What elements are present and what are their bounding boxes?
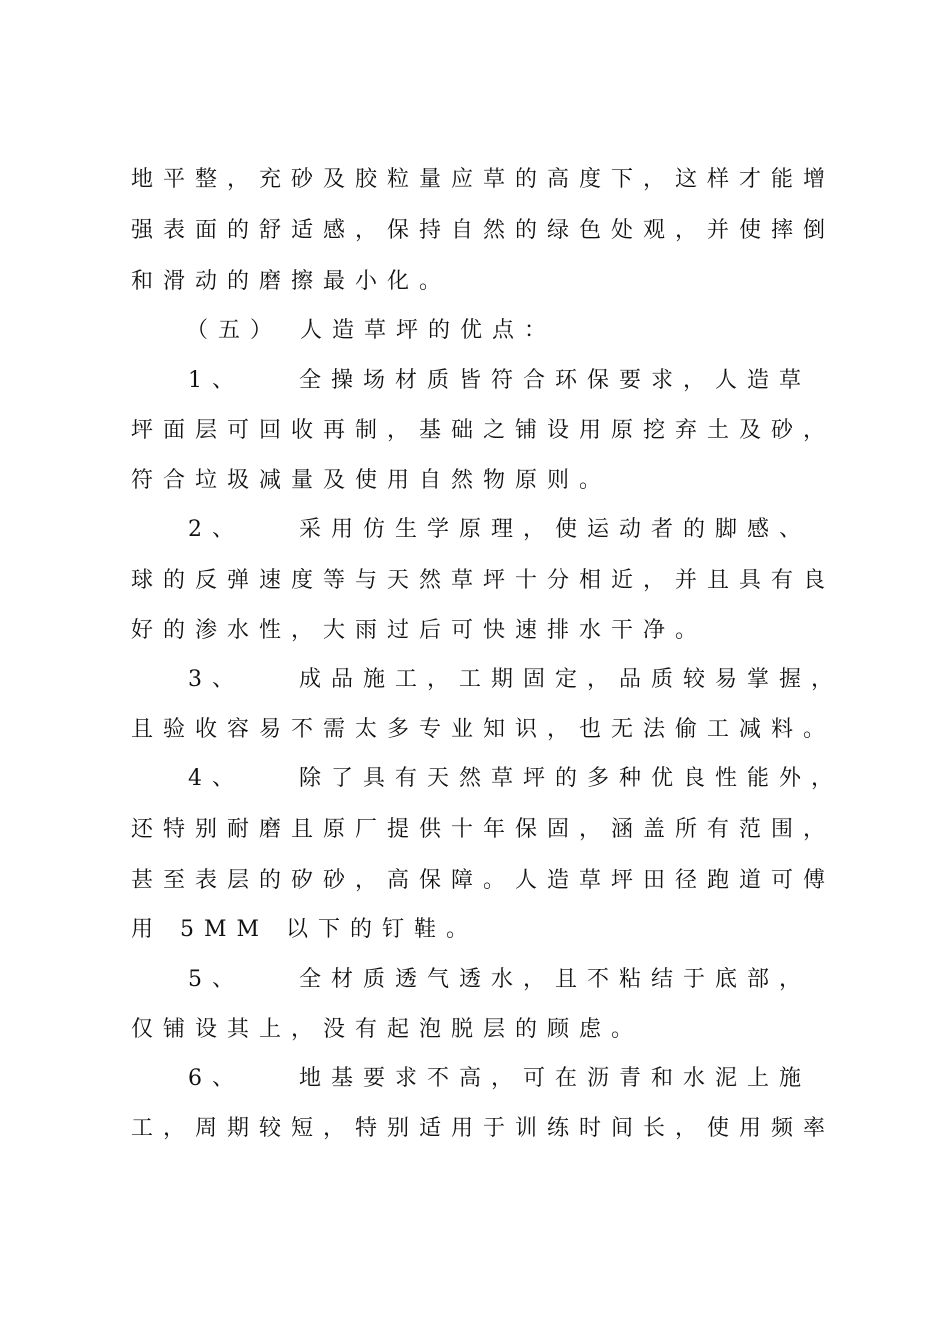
list-item-first-line bbox=[0, 960, 950, 1000]
list-item-line bbox=[0, 1109, 950, 1149]
item-text: 用 5MM 以下的钉鞋。 bbox=[131, 917, 479, 942]
item-text: 且验收容易不需太多专业知识，也无法偷工减料。 bbox=[131, 717, 836, 742]
list-item-line bbox=[0, 461, 950, 501]
item-number: 1、 bbox=[188, 368, 244, 393]
text-line bbox=[0, 262, 950, 302]
item-number: 6、 bbox=[188, 1066, 244, 1091]
item-text: 球的反弹速度等与天然草坪十分相近，并且具有良 bbox=[131, 568, 836, 593]
item-number: 5、 bbox=[188, 967, 244, 992]
list-item-line bbox=[0, 810, 950, 850]
list-item-first-line bbox=[0, 510, 950, 550]
list-item-first-line bbox=[0, 759, 950, 799]
list-item-first-line bbox=[0, 660, 950, 700]
item-text: 甚至表层的矽砂，高保障。人造草坪田径跑道可傅 bbox=[131, 868, 836, 893]
item-text: 还特别耐磨且原厂提供十年保固，涵盖所有范围， bbox=[131, 817, 836, 842]
item-text: 成品施工，工期固定，品质较易掌握， bbox=[299, 667, 844, 692]
list-item-line bbox=[0, 861, 950, 901]
item-text: 仅铺设其上，没有起泡脱层的顾虑。 bbox=[131, 1017, 644, 1042]
list-item-first-line bbox=[0, 361, 950, 401]
list-item-line bbox=[0, 710, 950, 750]
section-title: 人造草坪的优点： bbox=[300, 318, 557, 343]
paragraph-line: 和滑动的磨擦最小化。 bbox=[131, 269, 452, 294]
list-item-line bbox=[0, 611, 950, 651]
item-text: 全材质透气透水，且不粘结于底部， bbox=[299, 967, 812, 992]
list-item-first-line bbox=[0, 1059, 950, 1099]
item-number: 3、 bbox=[188, 667, 244, 692]
item-text: 符合垃圾减量及使用自然物原则。 bbox=[131, 468, 612, 493]
item-text: 除了具有天然草坪的多种优良性能外， bbox=[299, 766, 844, 791]
paragraph-line: 强表面的舒适感，保持自然的绿色处观，并使摔倒 bbox=[131, 218, 836, 243]
item-text: 全操场材质皆符合环保要求，人造草 bbox=[299, 368, 812, 393]
list-item-line bbox=[0, 561, 950, 601]
item-text: 地基要求不高，可在沥青和水泥上施 bbox=[299, 1066, 812, 1091]
text-line bbox=[0, 211, 950, 251]
list-item-line bbox=[0, 411, 950, 451]
list-item-line bbox=[0, 1010, 950, 1050]
paragraph-line: 地平整，充砂及胶粒量应草的高度下，这样才能增 bbox=[131, 167, 836, 192]
item-text: 采用仿生学原理，使运动者的脚感、 bbox=[299, 517, 812, 542]
item-number: 4、 bbox=[188, 766, 244, 791]
item-number: 2、 bbox=[188, 517, 244, 542]
item-text: 好的渗水性，大雨过后可快速排水干净。 bbox=[131, 618, 708, 643]
section-heading bbox=[0, 311, 950, 351]
list-item-line bbox=[0, 910, 950, 950]
item-text: 坪面层可回收再制，基础之铺设用原挖弃土及砂， bbox=[131, 418, 836, 443]
item-text: 工，周期较短，特别适用于训练时间长，使用频率 bbox=[131, 1116, 836, 1141]
section-number: （五） bbox=[186, 318, 283, 343]
text-line bbox=[0, 160, 950, 200]
